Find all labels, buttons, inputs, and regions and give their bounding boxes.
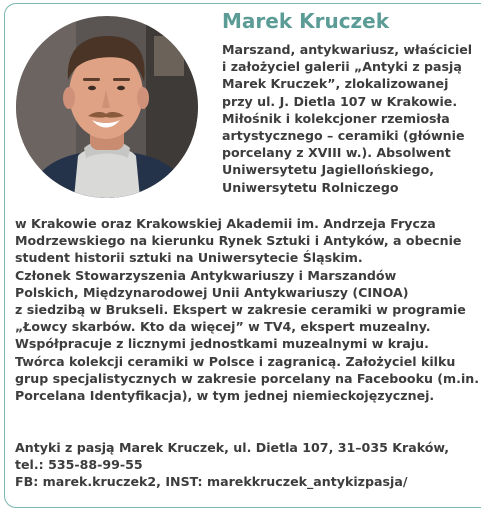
bio-line: grup specjalistycznych w zakresie porcelany na Facebooku (m.in.	[15, 370, 480, 386]
contact-phone: tel.: 535-88-99-55	[15, 457, 143, 473]
bio-line: Polskich, Międzynarodowej Unii Antykwariuszy (CINOA)	[15, 284, 409, 300]
contact-address: Antyki z pasją Marek Kruczek, ul. Dietla 107, 31–035 Kraków,	[15, 440, 450, 455]
bio-line: Członek Stowarzyszenia Antykwariuszy i Marszandów	[15, 267, 397, 283]
person-name: Marek Kruczek	[222, 9, 390, 33]
contact-social: FB: marek.kruczek2, INST: marekkruczek_antykizpasja/	[15, 474, 408, 490]
bio-line: w Krakowie oraz Krakowskiej Akademii im. Andrzeja Frycza	[15, 216, 436, 231]
bio-line: Uniwersytetu Rolniczego	[222, 179, 399, 195]
bio-line: przy ul. J. Dietla 107 w Krakowie.	[222, 93, 458, 109]
bio-line: Uniwersytetu Jagiellońskiego,	[222, 162, 435, 178]
bio-line: Twórca kolekcji ceramiki w Polsce i zagranicą. Założyciel kilku	[15, 353, 456, 369]
bio-line: artystycznego – ceramiki (głównie	[222, 128, 465, 144]
bio-line: Współpracuje z licznymi jednostkami muzealnymi w kraju.	[15, 336, 429, 352]
bio-text-top	[222, 41, 482, 196]
portrait-photo	[16, 16, 198, 198]
bio-line: Marszand, antykwariusz, właściciel	[222, 42, 473, 57]
bio-line: Modrzewskiego na kierunku Rynek Sztuki i Antyków, a obecnie	[15, 233, 462, 249]
bio-line: z siedzibą w Brukseli. Ekspert w zakresie ceramiki w programie	[15, 302, 466, 318]
bio-line: Marek Kruczek”, zlokalizowanej	[222, 76, 449, 92]
bio-text-bottom	[15, 215, 485, 404]
bio-line: Miłośnik i kolekcjoner rzemiosła	[222, 110, 450, 126]
contact-info	[15, 439, 485, 491]
bio-line: „Łowcy skarbów. Kto da więcej” w TV4, ekspert muzealny.	[15, 319, 431, 335]
bio-line: Porcelana Identyfikacja), w tym jednej niemieckojęzycznej.	[15, 388, 435, 404]
bio-line: i założyciel galerii „Antyki z pasją	[222, 59, 462, 75]
bio-line: student historii sztuki na Uniwersytecie Śląskim.	[15, 250, 363, 266]
bio-line: porcelany z XVIII w.). Absolwent	[222, 145, 451, 161]
